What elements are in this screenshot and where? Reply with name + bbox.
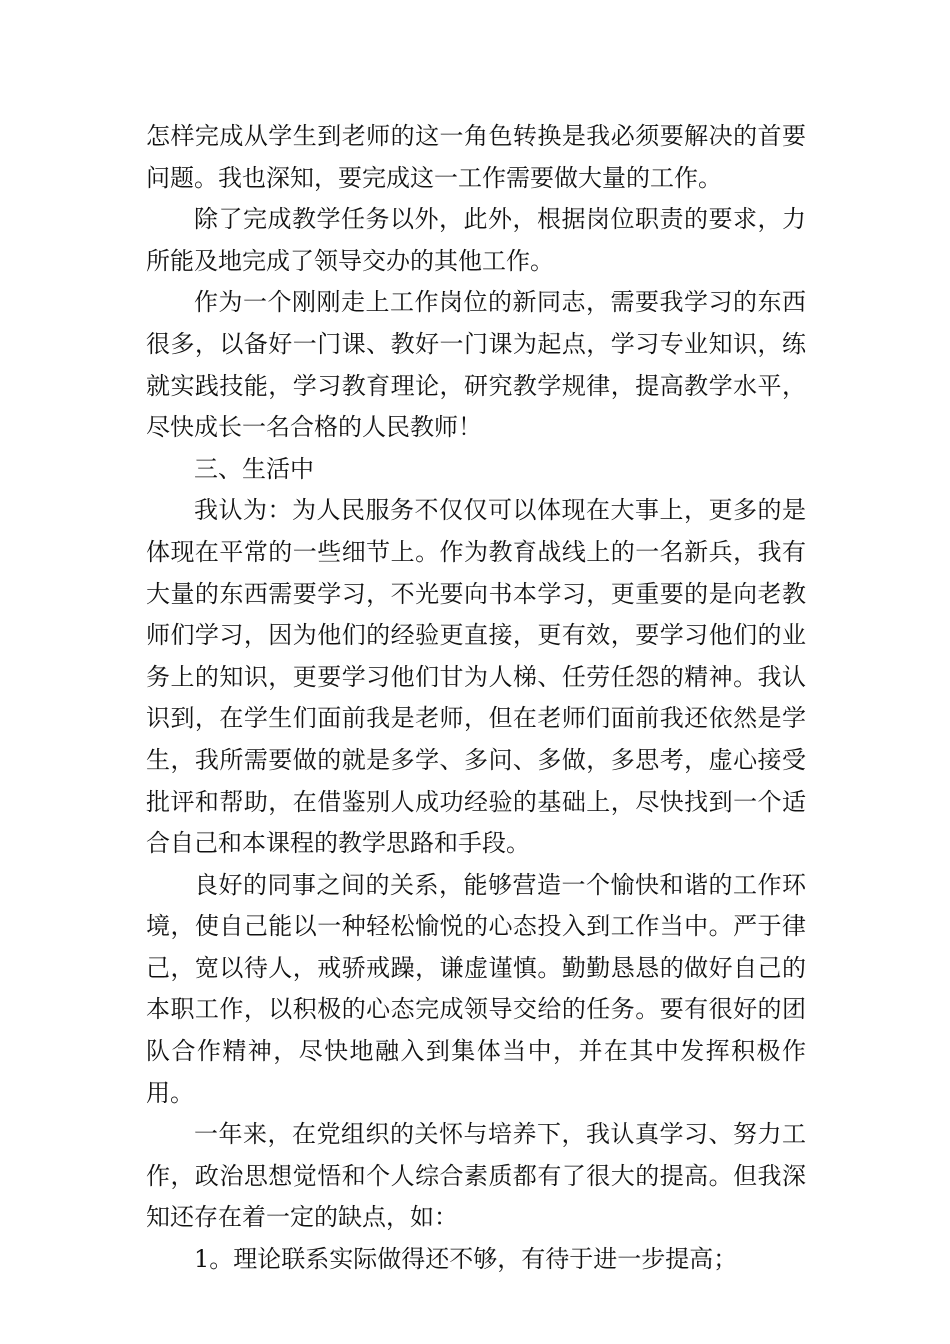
paragraph-role-transition: 怎样完成从学生到老师的这一角色转换是我必须要解决的首要问题。我也深知，要完成这一工作需要做大量的工作。 (146, 122, 806, 192)
list-item-shortcoming-1: 1。理论联系实际做得还不够，有待于进一步提高； (194, 1245, 738, 1274)
paragraph-year-review: 一年来，在党组织的关怀与培养下，我认真学习、努力工作，政治思想觉悟和个人综合素质都有了很大的提高。但我深知还存在着一定的缺点，如： (146, 1120, 806, 1232)
paragraph-serve-people: 我认为：为人民服务不仅仅可以体现在大事上，更多的是体现在平常的一些细节上。作为教育战线上的一名新兵，我有大量的东西需要学习，不光要向书本学习，更重要的是向老教师们学习，因为他们的经验更直接，更有效，要学习他们的业务上的知识，更要学习他们甘为人梯、任劳任怨的精神。我认识到，在学生们面前我是老师，但在老师们面前我还依然是学生，我所需要做的就是多学、多问、多做，多思考，虚心接受批评和帮助，在借鉴别人成功经验的基础上，尽快找到一个适合自己和本课程的教学思路和手段。 (146, 496, 806, 858)
paragraph-new-colleague: 作为一个刚刚走上工作岗位的新同志，需要我学习的东西很多，以备好一门课、教好一门课为起点，学习专业知识，练就实践技能，学习教育理论，研究教学规律，提高教学水平，尽快成长一名合格的人民教师！ (146, 288, 806, 442)
paragraph-other-tasks: 除了完成教学任务以外，此外，根据岗位职责的要求，力所能及地完成了领导交办的其他工作。 (146, 205, 806, 275)
paragraph-colleague-relations: 良好的同事之间的关系，能够营造一个愉快和谐的工作环境，使自己能以一种轻松愉悦的心态投入到工作当中。严于律己，宽以待人，戒骄戒躁，谦虚谨慎。勤勤恳恳的做好自己的本职工作，以积极的心态完成领导交给的任务。要有很好的团队合作精神，尽快地融入到集体当中，并在其中发挥积极作用。 (146, 870, 806, 1107)
section-heading-life: 三、生活中 (194, 454, 314, 483)
document-body (146, 116, 806, 1281)
